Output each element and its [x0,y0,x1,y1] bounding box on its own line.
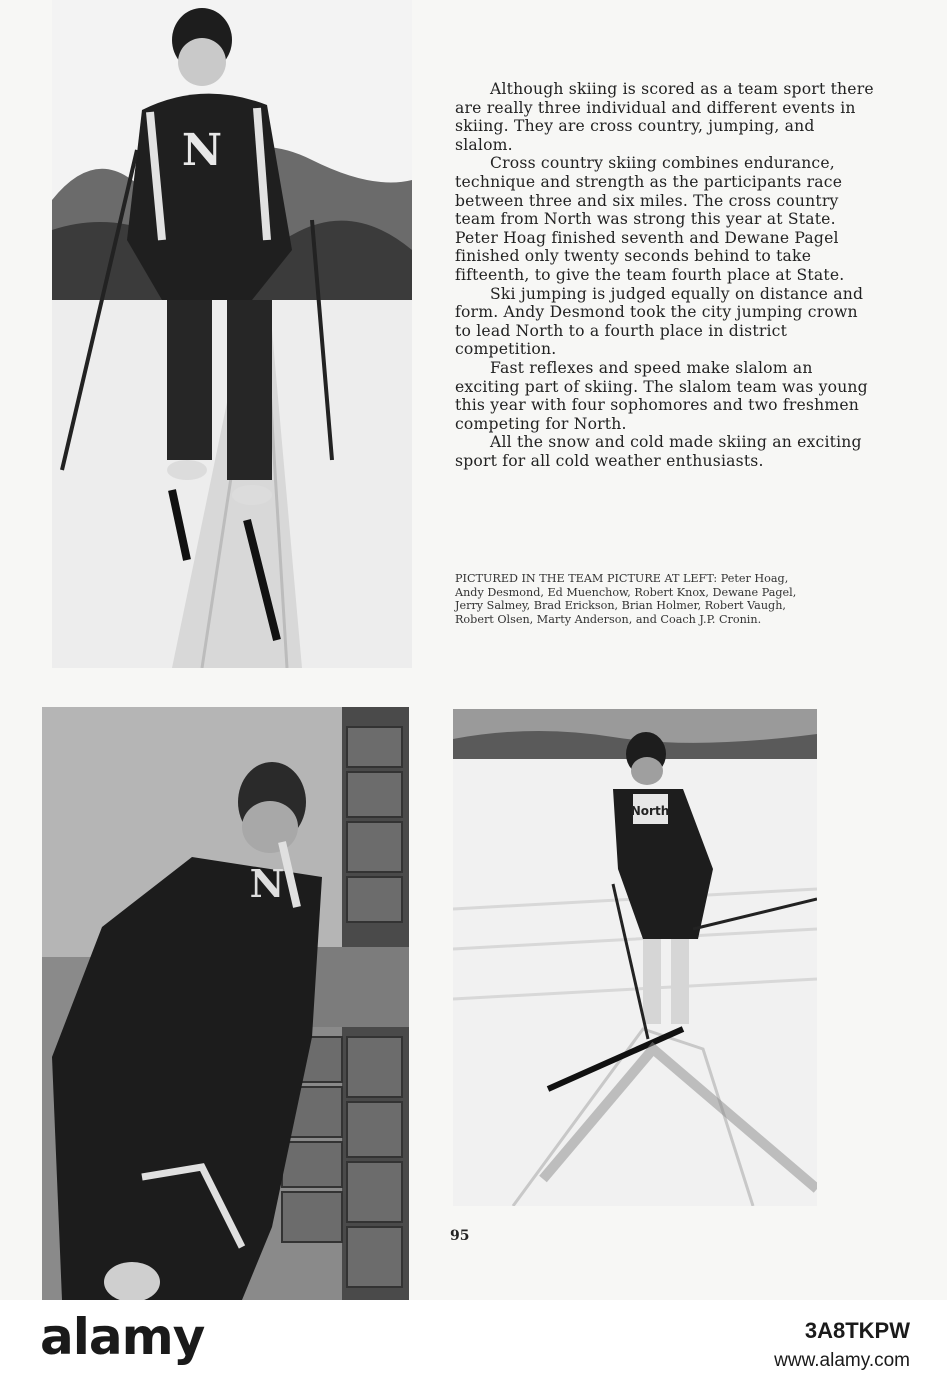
page-number: 95 [450,1228,470,1244]
jacket-letter: N [181,125,223,176]
article-paragraph: Although skiing is scored as a team sport there are really three individual and different events in skiing. They are cross country, jumping, and slalom. [455,80,874,154]
article-paragraph: Ski jumping is judged equally on distance and form. Andy Desmond took the city jumping crown to lead North to a fourth place in district competition. [455,284,864,359]
article-paragraph: Fast reflexes and speed make slalom an exciting part of skiing. The slalom team was young this year with four sophomores and two freshmen competing for North. [455,358,868,433]
photo-skiers-stone-wall [42,707,409,1300]
jersey-text: North [630,804,670,818]
jacket-letter: N [249,861,285,906]
photo-cross-country-skier [453,709,817,1206]
team-photo-caption: PICTURED IN THE TEAM PICTURE AT LEFT: Peter Hoag, Andy Desmond, Ed Muenchow, Robert Knox, Dewane Pagel, Jerry Salmey, Brad Erickson, Brian Holmer, Robert Vaugh, Robert Olsen, Marty Anderson, and Coach J.P. Cronin. [455,572,797,626]
article-paragraph: All the snow and cold made skiing an exciting sport for all cold weather enthusiasts. [455,433,862,470]
watermark-site: www.alamy.com [774,1350,910,1371]
watermark-logo: alamy [40,1308,205,1366]
watermark-image-id: 3A8TKPW [804,1318,910,1343]
article-paragraph: Cross country skiing combines endurance, technique and strength as the participants race between three and six miles. The cross country team from North was strong this year at State. Peter Hoag finished seventh and Dewane Pagel finished only twenty seconds behind to take fifteenth, to give the team fourth place at State. [455,154,845,284]
article-body [455,80,875,470]
photo-skier-letter-jacket [52,0,412,668]
